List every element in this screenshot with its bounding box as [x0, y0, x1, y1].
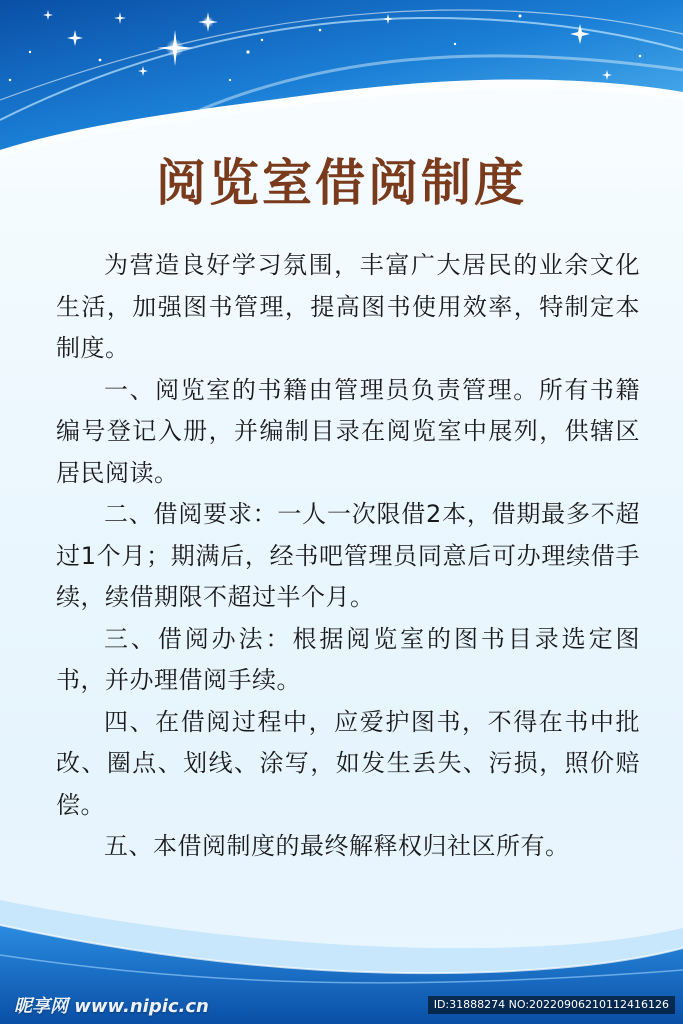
rule-paragraph-4: 四、在借阅过程中，应爱护图书，不得在书中批改、圈点、划线、涂写，如发生丢失、污损，照价赔偿。 — [56, 707, 640, 819]
rule-paragraph-1: 一、阅览室的书籍由管理员负责管理。所有书籍编号登记入册，并编制目录在阅览室中展列，供辖区居民阅读。 — [56, 375, 640, 487]
intro-paragraph: 为营造良好学习氛围，丰富广大居民的业余文化生活，加强图书管理，提高图书使用效率，特制定本制度。 — [56, 251, 640, 362]
rule-paragraph-3: 三、借阅办法：根据阅览室的图书目录选定图书，并办理借阅手续。 — [56, 624, 640, 694]
rules-body — [56, 245, 640, 868]
image-id-watermark: ID:31888274 NO:20220906210112416126 — [428, 996, 675, 1014]
poster-title: 阅览室借阅制度 — [156, 154, 527, 212]
rule-paragraph-5: 五、本借阅制度的最终解释权归社区所有。 — [104, 832, 570, 860]
rule-paragraph-2: 二、借阅要求：一人一次限借2本，借期最多不超过1个月；期满后，经书吧管理员同意后可办理续借手续，续借期限不超过半个月。 — [56, 500, 640, 611]
site-watermark-logo: 昵享网 www.nipic.cn — [14, 996, 209, 1017]
